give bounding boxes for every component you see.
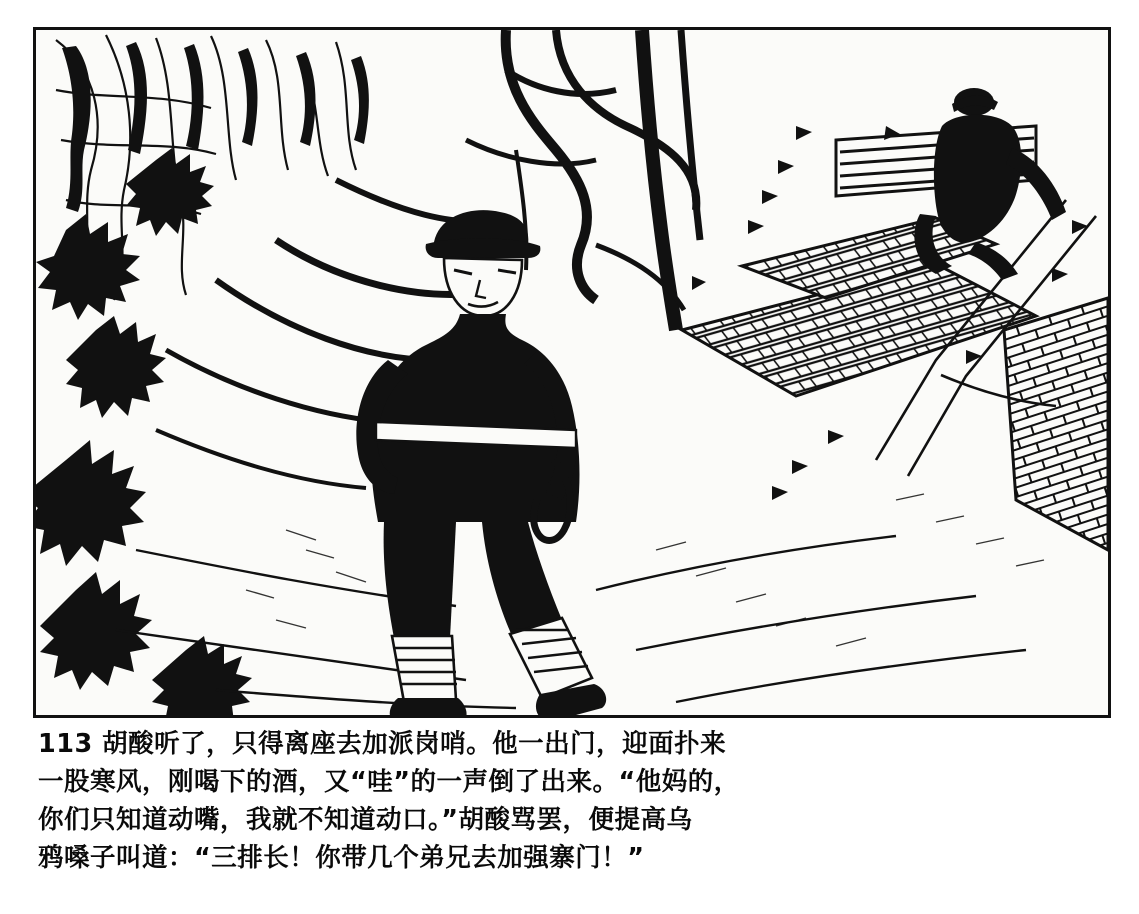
caption-line-3: 你们只知道动嘴，我就不知道动口。”胡酸骂罢，便提高乌	[38, 805, 693, 835]
caption-line-4: 鸦嗓子叫道：“三排长！你带几个弟兄去加强寨门！”	[38, 843, 645, 873]
illustration-panel	[33, 27, 1111, 718]
illustration-artwork	[36, 30, 1108, 715]
caption-block	[38, 725, 1103, 885]
caption-line-1: 113 胡酸听了，只得离座去加派岗哨。他一出门，迎面扑来	[38, 729, 727, 759]
caption-line-2: 一股寒风，刚喝下的酒，又“哇”的一声倒了出来。“他妈的，	[38, 767, 740, 797]
